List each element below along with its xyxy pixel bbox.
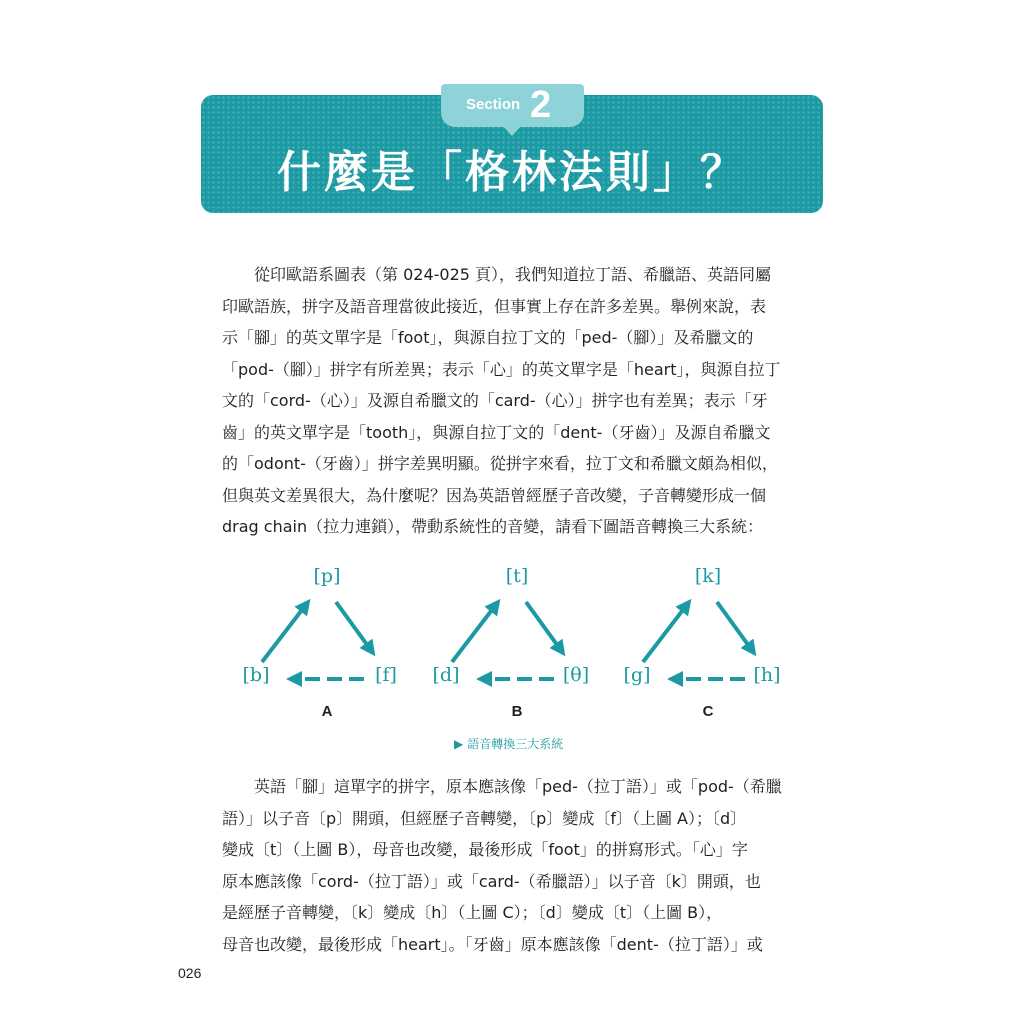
text-line: 變成〔t〕（上圖 B），母音也改變，最後形成「foot」的拼寫形式。「心」字 bbox=[222, 840, 748, 859]
system-c bbox=[624, 565, 781, 720]
caption-triangle-icon: ▶ bbox=[454, 737, 464, 751]
text-line: 是經歷子音轉變，〔k〕變成〔h〕（上圖 C）；〔d〕變成〔t〕（上圖 B）， bbox=[222, 903, 723, 922]
section-label: Section bbox=[466, 96, 521, 113]
text-line: drag chain（拉力連鎖），帶動系統性的音變，請看下圖語音轉換三大系統： bbox=[222, 517, 764, 536]
text-line: 但與英文差異很大，為什麼呢？因為英語曾經歷子音改變，子音轉變形成一個 bbox=[222, 485, 767, 505]
phoneme-top-p: [p] bbox=[313, 565, 341, 587]
text-line: 示「腳」的英文單字是「foot」，與源自拉丁文的「ped-（腳）」及希臘文的 bbox=[222, 328, 754, 347]
arrow-up-left-edge bbox=[643, 602, 689, 662]
text-line: 文的「cord-（心）」及源自希臘文的「card-（心）」拼字也有差異；表示「牙 bbox=[222, 391, 768, 410]
arrow-up-left-edge bbox=[452, 602, 498, 662]
sound-shift-diagram bbox=[230, 555, 800, 725]
arrow-down-right-edge bbox=[336, 602, 373, 653]
text-line: 母音也改變，最後形成「heart」。「牙齒」原本應該像「dent-（拉丁語）」或 bbox=[222, 934, 763, 954]
phoneme-right-f: [f] bbox=[375, 664, 397, 686]
intro-paragraph bbox=[222, 259, 806, 543]
figure-caption bbox=[454, 735, 563, 752]
text-line: 「pod-（腳）」拼字有所差異；表示「心」的英文單字是「heart」，與源自拉丁 bbox=[222, 359, 781, 379]
text-line: 齒」的英文單字是「tooth」，與源自拉丁文的「dent-（牙齒）」及源自希臘文 bbox=[222, 422, 771, 442]
phoneme-top-k: [k] bbox=[694, 565, 722, 587]
phoneme-left-g: [g] bbox=[623, 664, 651, 686]
text-line: 印歐語族，拼字及語音理當彼此接近，但事實上存在許多差異。舉例來說，表 bbox=[222, 296, 767, 316]
arrow-down-right-edge bbox=[526, 602, 563, 653]
phoneme-right-theta: [θ] bbox=[562, 664, 590, 686]
phoneme-right-h: [h] bbox=[753, 664, 781, 686]
page-title: 什麼是「格林法則」？ bbox=[277, 147, 747, 198]
phoneme-left-d: [d] bbox=[432, 664, 460, 686]
arrow-down-right-edge bbox=[717, 602, 754, 653]
section-number: 2 bbox=[530, 84, 552, 126]
system-b bbox=[433, 565, 590, 720]
arrow-up-left-edge bbox=[262, 602, 308, 662]
system-label-c: C bbox=[702, 703, 714, 720]
text-line: 從印歐語系圖表（第 024-025 頁），我們知道拉丁語、希臘語、英語同屬 bbox=[222, 265, 772, 284]
text-line: 英語「腳」這單字的拼字，原本應該像「ped-（拉丁語）」或「pod-（希臘 bbox=[222, 777, 782, 796]
caption-text: 語音轉換三大系統 bbox=[467, 737, 564, 751]
explanation-paragraph bbox=[222, 771, 806, 960]
system-a bbox=[243, 565, 397, 720]
phoneme-top-t: [t] bbox=[505, 565, 529, 587]
page-number: 026 bbox=[178, 965, 202, 981]
system-label-b: B bbox=[511, 703, 523, 720]
text-line: 原本應該像「cord-（拉丁語）」或「card-（希臘語）」以子音〔k〕開頭，也 bbox=[222, 871, 761, 891]
text-line: 語）」以子音〔p〕開頭，但經歷子音轉變，〔p〕變成〔f〕（上圖 A）；〔d〕 bbox=[222, 808, 747, 828]
system-label-a: A bbox=[321, 703, 333, 720]
phoneme-left-b: [b] bbox=[242, 664, 270, 686]
text-line: 的「odont-（牙齒）」拼字差異明顯。從拼字來看，拉丁文和希臘文頗為相似， bbox=[222, 454, 778, 473]
